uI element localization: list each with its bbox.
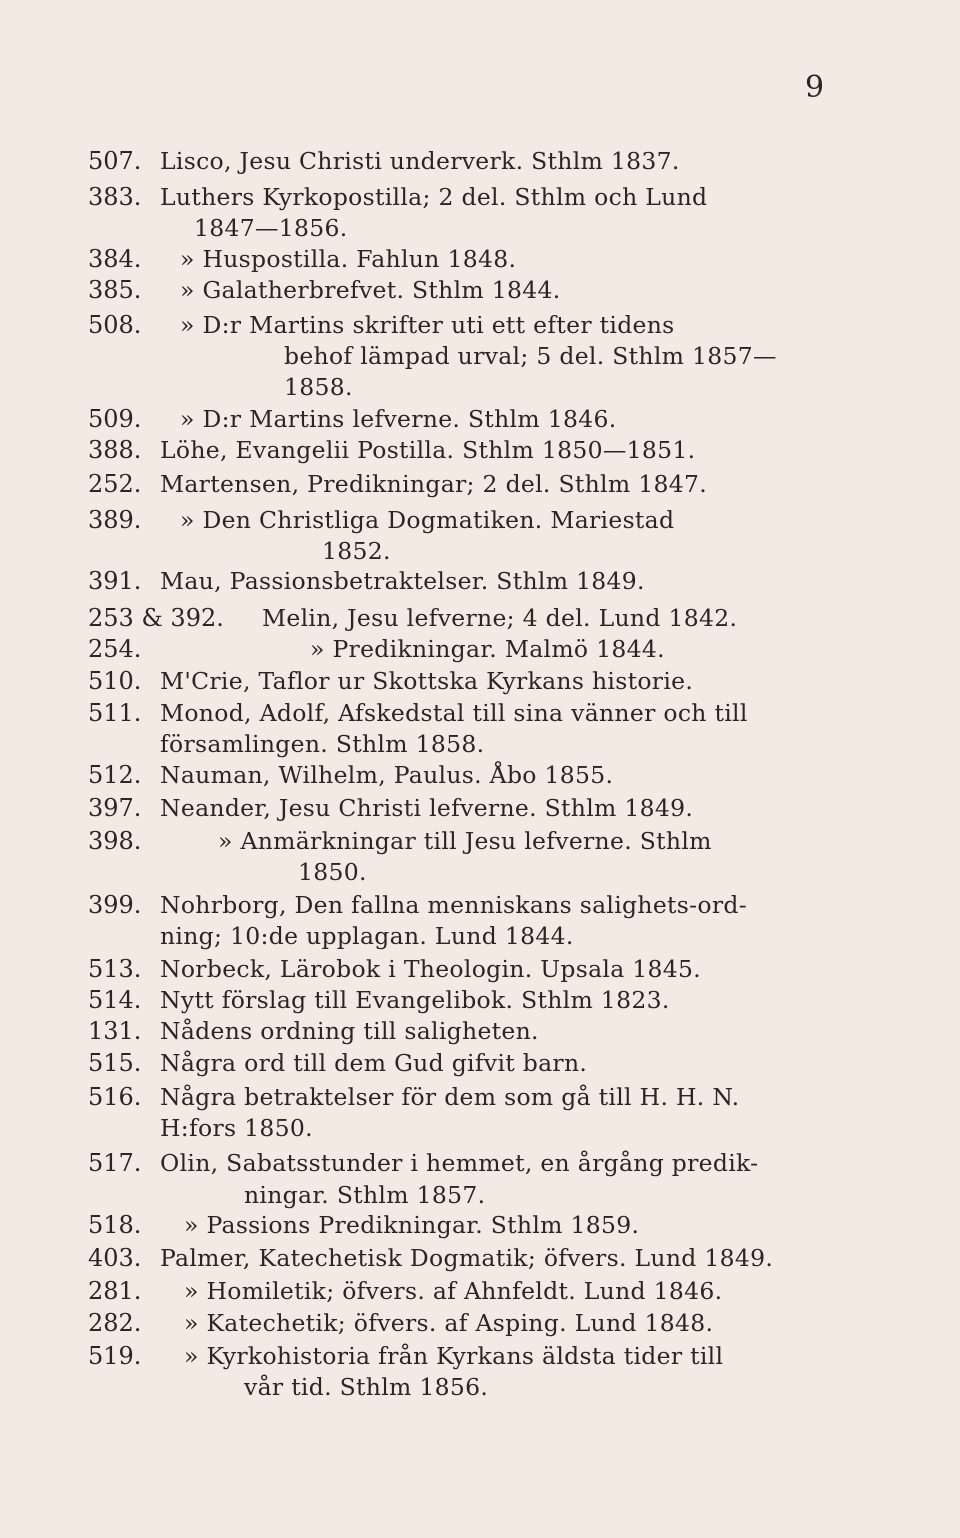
entry-text: Norbeck, Lärobok i Theologin. Upsala 1845. xyxy=(160,955,702,983)
entry-text-continuation: 1850. xyxy=(298,858,367,886)
entry-number: 510. xyxy=(88,667,142,695)
entry-text-continuation: 1858. xyxy=(284,373,353,401)
entry-text: Palmer, Katechetisk Dogmatik; öfvers. Lund 1849. xyxy=(160,1244,774,1272)
entry-number: 403. xyxy=(88,1244,142,1272)
entry-text-continuation: 1847—1856. xyxy=(194,214,348,242)
entry-text: Nohrborg, Den fallna menniskans salighets-ord- xyxy=(160,891,747,919)
entry-text: Nytt förslag till Evangelibok. Sthlm 1823. xyxy=(160,986,670,1014)
entry-text: Neander, Jesu Christi lefverne. Sthlm 1849. xyxy=(160,794,694,822)
entry-text-continuation: H:fors 1850. xyxy=(160,1114,313,1142)
entry-text: Några ord till dem Gud gifvit barn. xyxy=(160,1049,588,1077)
entry-number: 516. xyxy=(88,1083,142,1111)
entry-text: » Predikningar. Malmö 1844. xyxy=(310,635,665,663)
entry-number: 507. xyxy=(88,147,142,175)
entry-number: 513. xyxy=(88,955,142,983)
entry-number: 389. xyxy=(88,506,142,534)
entry-text: » Homiletik; öfvers. af Ahnfeldt. Lund 1846. xyxy=(184,1277,723,1305)
entry-number: 397. xyxy=(88,794,142,822)
entry-number: 383. xyxy=(88,183,142,211)
entry-text: » D:r Martins skrifter uti ett efter tidens xyxy=(180,311,675,339)
entry-text-continuation: 1852. xyxy=(322,537,391,565)
entry-text: » Passions Predikningar. Sthlm 1859. xyxy=(184,1211,640,1239)
entry-number: 131. xyxy=(88,1017,142,1045)
entry-number: 512. xyxy=(88,761,142,789)
entry-number: 398. xyxy=(88,827,142,855)
entry-text-continuation: ningar. Sthlm 1857. xyxy=(244,1181,486,1209)
entry-text: » Katechetik; öfvers. af Asping. Lund 1848. xyxy=(184,1309,714,1337)
entry-text: Löhe, Evangelii Postilla. Sthlm 1850—1851. xyxy=(160,436,696,464)
entry-text: Nauman, Wilhelm, Paulus. Åbo 1855. xyxy=(160,761,614,789)
entry-number: 282. xyxy=(88,1309,142,1337)
entry-text: » Huspostilla. Fahlun 1848. xyxy=(180,245,517,273)
entry-number: 514. xyxy=(88,986,142,1014)
entry-text: Mau, Passionsbetraktelser. Sthlm 1849. xyxy=(160,567,645,595)
entry-text-continuation: behof lämpad urval; 5 del. Sthlm 1857— xyxy=(284,342,777,370)
entry-number: 254. xyxy=(88,635,142,663)
entry-text: » Kyrkohistoria från Kyrkans äldsta tider till xyxy=(184,1342,724,1370)
entry-number: 399. xyxy=(88,891,142,919)
entry-text: » D:r Martins lefverne. Sthlm 1846. xyxy=(180,405,617,433)
entry-number: 519. xyxy=(88,1342,142,1370)
entry-text-continuation: ning; 10:de upplagan. Lund 1844. xyxy=(160,922,574,950)
entry-number: 384. xyxy=(88,245,142,273)
entry-number: 385. xyxy=(88,276,142,304)
entry-text: Lisco, Jesu Christi underverk. Sthlm 1837. xyxy=(160,147,680,175)
entry-number: 515. xyxy=(88,1049,142,1077)
entry-text: Olin, Sabatsstunder i hemmet, en årgång predik- xyxy=(160,1149,759,1177)
entry-number: 252. xyxy=(88,470,142,498)
entry-number: 388. xyxy=(88,436,142,464)
page-number: 9 xyxy=(805,70,825,105)
entry-text: Monod, Adolf, Afskedstal till sina vänner och till xyxy=(160,699,748,727)
entry-text: Martensen, Predikningar; 2 del. Sthlm 1847. xyxy=(160,470,707,498)
entry-number: 281. xyxy=(88,1277,142,1305)
entry-text: Melin, Jesu lefverne; 4 del. Lund 1842. xyxy=(262,604,738,632)
entry-number: 518. xyxy=(88,1211,142,1239)
entry-text-continuation: vår tid. Sthlm 1856. xyxy=(244,1373,489,1401)
entry-number: 511. xyxy=(88,699,142,727)
entry-text: M'Crie, Taflor ur Skottska Kyrkans historie. xyxy=(160,667,694,695)
entry-text: Luthers Kyrkopostilla; 2 del. Sthlm och Lund xyxy=(160,183,708,211)
entry-text: Några betraktelser för dem som gå till H. H. N. xyxy=(160,1083,740,1111)
entry-text-continuation: församlingen. Sthlm 1858. xyxy=(160,730,485,758)
entry-number: 253 & 392. xyxy=(88,604,224,632)
entry-text: » Anmärkningar till Jesu lefverne. Sthlm xyxy=(218,827,712,855)
entry-number: 509. xyxy=(88,405,142,433)
entry-text: » Den Christliga Dogmatiken. Mariestad xyxy=(180,506,675,534)
entry-number: 517. xyxy=(88,1149,142,1177)
entry-text: » Galatherbrefvet. Sthlm 1844. xyxy=(180,276,561,304)
entry-number: 391. xyxy=(88,567,142,595)
entry-text: Nådens ordning till saligheten. xyxy=(160,1017,539,1045)
entry-number: 508. xyxy=(88,311,142,339)
